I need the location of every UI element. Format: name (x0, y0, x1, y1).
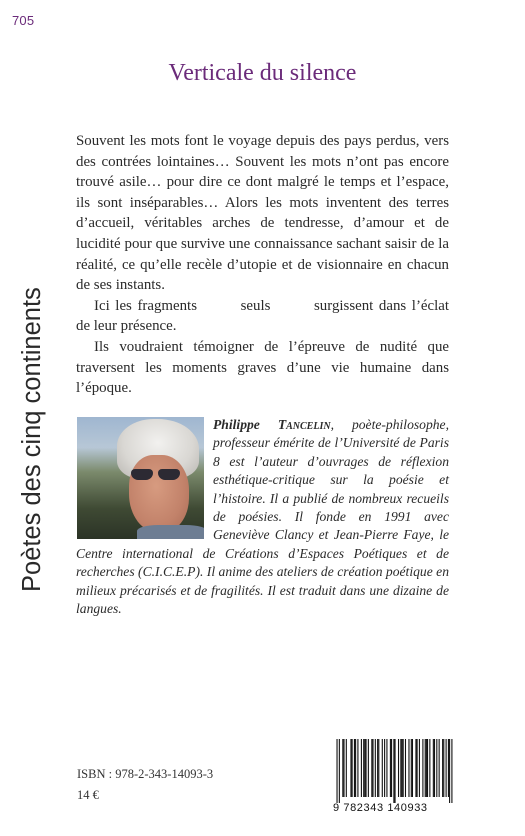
barcode-bar (412, 739, 413, 797)
barcode-bar (451, 739, 452, 803)
barcode-bar (442, 739, 443, 797)
barcode-bar (446, 739, 447, 797)
barcode-bar (411, 739, 412, 797)
barcode-bar (403, 739, 404, 797)
barcode-bar (390, 739, 391, 797)
barcode-bar (391, 739, 392, 797)
barcode-bar (417, 739, 418, 797)
barcode-bar (400, 739, 401, 797)
barcode-bar (336, 739, 337, 803)
blurb-paragraph-3: Ils voudraient témoigner de l’épreuve de nudité que traversent les moments graves d’une vie humaine dans l’époque. (76, 338, 449, 397)
barcode-bar (378, 739, 379, 797)
barcode-bar (377, 739, 378, 797)
blurb-paragraph-2-part-3: surgissent dans l’éclat de leur présence. (76, 297, 450, 335)
barcode-bars (333, 739, 456, 803)
blurb-paragraph-1: Souvent les mots font le voyage depuis des pays perdus, vers des contrées lointaines… Souvent les mots n’ont pas encore trouvé asile… pour dire ce dont malgré le temps et l’espace, ils sont inséparables… Alors les mots inventent des terres d’accueil, véritables arches de tendresse, d’amour et de lucidité pour que survive une connaissance sachant saisir de la réalité, ce qu’elle recèle d’utopie et de visionnaire en chacun de ses instants. (76, 133, 449, 294)
blurb-paragraph-2-part-1: Ici les fragments (94, 297, 197, 314)
barcode-bar (449, 739, 450, 803)
back-cover-blurb (76, 131, 449, 399)
blurb-paragraph-2 (76, 296, 449, 337)
barcode-bar (343, 739, 344, 797)
barcode-bar (415, 739, 416, 797)
barcode-bar (425, 739, 426, 797)
barcode-bar (372, 739, 373, 797)
blurb-paragraph-2-part-2: seuls (240, 297, 271, 314)
author-name (213, 417, 331, 432)
author-bio (76, 416, 449, 618)
barcode-bar (408, 739, 409, 797)
barcode-bar (354, 739, 355, 797)
photo-float-spacer (76, 416, 213, 542)
price: 14 € (77, 788, 99, 802)
barcode-bar (422, 739, 423, 797)
barcode-bar (401, 739, 402, 797)
barcode-bar (398, 739, 399, 797)
barcode-bar (419, 739, 420, 797)
barcode-bar (443, 739, 444, 797)
barcode-bar (382, 739, 383, 797)
series-name: Poètes des cinq continents (18, 287, 46, 592)
barcode-bar (433, 739, 434, 797)
series-name-container (10, 52, 54, 592)
barcode-bar (352, 739, 353, 797)
barcode-bar (448, 739, 449, 797)
barcode-bar (355, 739, 356, 797)
barcode-bar (346, 739, 347, 797)
barcode-bar (393, 739, 394, 803)
barcode-bar (339, 739, 340, 803)
barcode-bar (395, 739, 396, 803)
barcode-bar (368, 739, 369, 797)
barcode-digits: 9 782343 140933 (333, 802, 428, 814)
barcode-bar (357, 739, 358, 797)
isbn: ISBN : 978-2-343-14093-3 (77, 767, 214, 781)
book-title: Verticale du silence (168, 60, 357, 86)
barcode-bar (426, 739, 427, 797)
author-bio-text: , poète-philosophe, professeur émérite de l’Université de Paris 8 est l’auteur d’ouvrages de réflexion esthétique-critique sur la poésie et l’histoire. Il a publié de nombreux recueils de poésies. Il fonde en 1991 avec Geneviève Clancy et Jean-Pierre Faye, le Centre international de Créations d’Espaces Poétiques et de recherches (C.I.C.E.P). Il anime des ateliers de création poétique en milieux précarisés et de fragilités. Il est traduit dans une dizaine de langues. (76, 417, 449, 617)
barcode-bar (361, 739, 362, 797)
barcode-bar (342, 739, 343, 797)
author-first-name: Philippe (213, 417, 260, 432)
barcode-bar (384, 739, 385, 797)
barcode-bar (439, 739, 440, 797)
barcode-bar (350, 739, 351, 797)
author-last-name: Tancelin (277, 417, 331, 432)
barcode-bar (375, 739, 376, 797)
barcode-bar (405, 739, 406, 797)
barcode-bar (429, 739, 430, 797)
barcode-bar (364, 739, 365, 797)
barcode-bar (436, 739, 437, 797)
barcode-bar (363, 739, 364, 797)
barcode-bar (371, 739, 372, 797)
barcode-bar (427, 739, 428, 797)
barcode-bar (365, 739, 366, 797)
series-number: 705 (12, 13, 35, 28)
barcode-bar (434, 739, 435, 797)
barcode-bar (386, 739, 387, 797)
